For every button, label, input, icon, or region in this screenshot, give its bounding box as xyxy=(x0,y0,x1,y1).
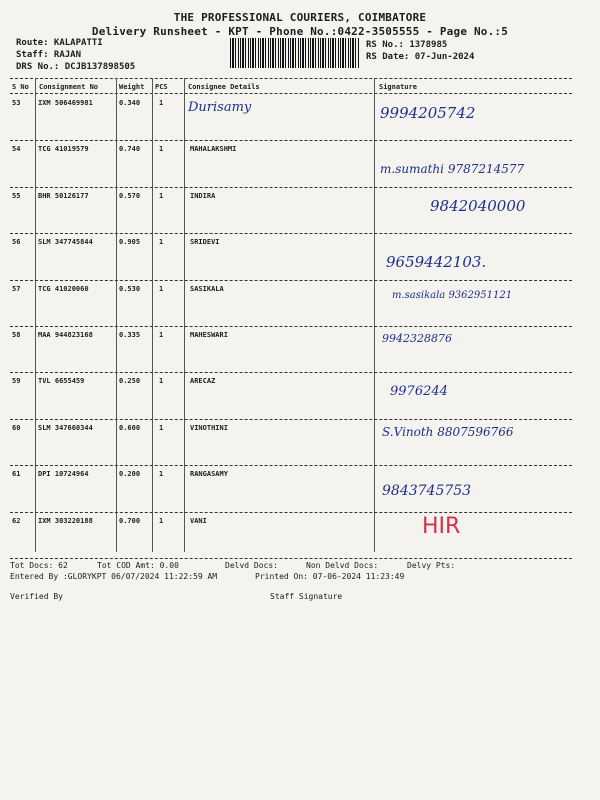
staff-label: Staff: RAJAN xyxy=(16,50,82,60)
row-divider xyxy=(10,465,572,466)
row-divider xyxy=(10,280,572,281)
column-divider xyxy=(35,78,36,552)
row-consignment: TCG 41019579 xyxy=(38,145,89,154)
row-consignee: MAHALAKSHMI xyxy=(190,145,237,154)
row-sno: 54 xyxy=(12,145,21,154)
handwritten-consignee: Durisamy xyxy=(188,100,252,115)
printed-on: Printed On: 07-06-2024 11:23:49 xyxy=(255,572,405,581)
table-header-rule xyxy=(10,93,572,94)
row-consignment: MAA 944823168 xyxy=(38,331,93,339)
entered-by: Entered By :GLORYKPT 06/07/2024 11:22:59 AM xyxy=(10,572,218,581)
company-title: THE PROFESSIONAL COURIERS, COIMBATORE xyxy=(173,11,427,24)
row-pcs: 1 xyxy=(159,99,164,107)
row-pcs: 1 xyxy=(159,145,164,154)
row-divider xyxy=(10,187,572,188)
row-pcs: 1 xyxy=(159,191,164,200)
row-sno: 60 xyxy=(12,423,21,432)
recipient-signature: 9942328876 xyxy=(382,332,452,345)
runsheet-subtitle: Delivery Runsheet - KPT - Phone No.:0422-3505555 - Page No.:5 xyxy=(91,25,509,38)
row-consignee: INDIRA xyxy=(190,191,216,200)
recipient-signature: 9842040000 xyxy=(430,196,526,215)
col-header-sno: S No xyxy=(12,83,29,91)
recipient-signature: 9659442103. xyxy=(386,253,487,272)
row-consignment: IXM 506469981 xyxy=(38,99,93,107)
recipient-signature: m.sasikala 9362951121 xyxy=(392,289,513,301)
row-weight: 0.335 xyxy=(119,331,141,339)
row-sno: 56 xyxy=(12,238,21,247)
recipient-signature: 9843745753 xyxy=(382,483,472,500)
barcode xyxy=(230,38,360,68)
row-consignee: VANI xyxy=(190,516,207,525)
row-pcs: 1 xyxy=(159,516,164,525)
row-consignment: DPI 10724964 xyxy=(38,470,89,479)
rs-date: RS Date: 07-Jun-2024 xyxy=(366,52,475,62)
row-sno: 62 xyxy=(12,516,21,525)
row-consignment: SLM 347660344 xyxy=(38,423,93,432)
verified-by-label: Verified By xyxy=(10,592,63,601)
row-weight: 0.530 xyxy=(119,284,141,293)
row-weight: 0.570 xyxy=(119,191,141,200)
recipient-signature: HIR xyxy=(422,513,461,539)
col-header-consignment: Consignment No xyxy=(39,83,99,91)
staff-signature-label: Staff Signature xyxy=(270,592,343,601)
row-consignment: BHR 50126177 xyxy=(38,191,89,200)
row-divider xyxy=(10,326,572,327)
recipient-signature: 9976244 xyxy=(390,384,448,400)
non-delivered-docs: Non Delvd Docs: xyxy=(306,561,379,570)
row-weight: 0.200 xyxy=(119,470,141,479)
col-header-pcs: PCS xyxy=(155,83,168,91)
row-consignment: TCG 41020060 xyxy=(38,284,89,293)
column-divider xyxy=(116,78,117,552)
row-sno: 58 xyxy=(12,331,21,339)
column-divider xyxy=(152,78,153,552)
col-header-signature: Signature xyxy=(379,83,417,91)
col-header-weight: Weight xyxy=(119,83,145,91)
row-weight: 0.600 xyxy=(119,423,141,432)
recipient-signature: 9994205742 xyxy=(380,104,476,122)
delivery-points: Delvy Pts: xyxy=(407,561,456,570)
row-sno: 53 xyxy=(12,99,21,107)
row-pcs: 1 xyxy=(159,238,164,247)
row-divider xyxy=(10,233,572,234)
row-consignee: ARECAZ xyxy=(190,377,216,386)
row-weight: 0.905 xyxy=(119,238,141,247)
row-weight: 0.700 xyxy=(119,516,141,525)
rs-number: RS No.: 1378985 xyxy=(366,40,448,50)
row-pcs: 1 xyxy=(159,284,164,293)
table-top-rule xyxy=(10,78,572,79)
row-divider xyxy=(10,140,572,141)
row-divider xyxy=(10,512,572,513)
row-weight: 0.340 xyxy=(119,99,141,107)
row-consignment: SLM 347745844 xyxy=(38,238,93,247)
total-cod-amount: Tot COD Amt: 0.00 xyxy=(97,561,179,570)
column-divider xyxy=(184,78,185,552)
row-consignee: VINOTHINI xyxy=(190,423,228,432)
col-header-consignee: Consignee Details xyxy=(188,83,260,91)
row-divider xyxy=(10,419,572,420)
route-label: Route: KALAPATTI xyxy=(16,38,103,48)
row-sno: 57 xyxy=(12,284,21,293)
row-sno: 59 xyxy=(12,377,21,386)
row-divider xyxy=(10,558,572,559)
row-consignee: MAHESWARI xyxy=(190,331,228,339)
row-sno: 61 xyxy=(12,470,21,479)
drs-number: DRS No.: DCJB137898505 xyxy=(16,62,136,72)
row-consignee: SRIDEVI xyxy=(190,238,220,247)
row-pcs: 1 xyxy=(159,377,164,386)
column-divider xyxy=(374,78,375,552)
row-divider xyxy=(10,372,572,373)
row-pcs: 1 xyxy=(159,470,164,479)
row-pcs: 1 xyxy=(159,423,164,432)
row-weight: 0.250 xyxy=(119,377,141,386)
recipient-signature: m.sumathi 9787214577 xyxy=(380,162,525,177)
row-pcs: 1 xyxy=(159,331,164,339)
delivered-docs: Delvd Docs: xyxy=(225,561,278,570)
row-sno: 55 xyxy=(12,191,21,200)
total-docs: Tot Docs: 62 xyxy=(10,561,68,570)
row-consignee: RANGASAMY xyxy=(190,470,228,479)
row-consignment: TVL 6655459 xyxy=(38,377,85,386)
row-weight: 0.740 xyxy=(119,145,141,154)
recipient-signature: S.Vinoth 8807596766 xyxy=(382,424,514,439)
row-consignment: IXM 303220188 xyxy=(38,516,93,525)
row-consignee: SASIKALA xyxy=(190,284,224,293)
